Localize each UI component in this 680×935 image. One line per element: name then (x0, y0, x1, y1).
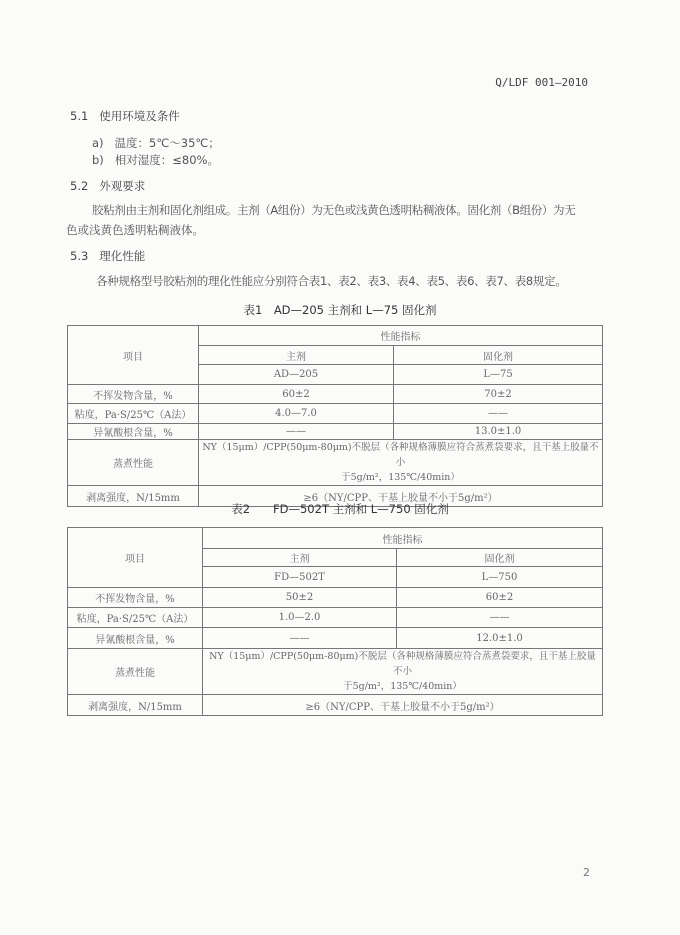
row-main: 4.0—7.0 (199, 404, 394, 424)
row-main: 60±2 (199, 385, 394, 404)
list-label: a) (92, 136, 104, 150)
peel-value: ≥6（NY/CPP、干基上胶量不小于5g/m²） (203, 695, 603, 716)
table-row (68, 588, 603, 608)
boil-text: NY（15μm）/CPP(50μm-80μm)不脱层（各种规格薄膜应符合蒸煮袋要求，且干基上胶量不小 (209, 651, 596, 677)
list-item (92, 135, 220, 151)
table-2 (67, 527, 603, 716)
row-main: 50±2 (203, 588, 397, 608)
table-row (68, 608, 603, 628)
item-header: 项目 (68, 528, 203, 588)
paragraph-line: 胶粘剂由主剂和固化剂组成。主剂（A组份）为无色或浅黄色透明粘稠液体。固化剂（B组份）为无 (92, 203, 576, 217)
cure-model: L—75 (394, 365, 603, 385)
table-row (68, 385, 603, 404)
row-item: 异氰酸根含量，% (68, 424, 199, 440)
cure-model: L—750 (397, 567, 603, 588)
section-5-2-heading (70, 178, 145, 194)
paragraph: 各种规格型号胶粘剂的理化性能应分别符合表1、表2、表3、表4、表5、表6、表7、表8规定。 (96, 274, 567, 288)
row-item: 蒸煮性能 (68, 440, 199, 486)
main-model: FD—502T (203, 567, 397, 588)
table-row (68, 404, 603, 424)
table2-caption: 表2 FD—502T 主剂和 L—750 固化剂 (231, 502, 449, 516)
table-row (68, 649, 603, 695)
table-row (68, 695, 603, 716)
paragraph-line: 色或浅黄色透明粘稠液体。 (66, 223, 204, 237)
section-5-1-heading (70, 108, 180, 124)
perf-header: 性能指标 (199, 326, 603, 346)
row-item: 粘度，Pa·S/25℃（A法） (68, 404, 199, 424)
item-header: 项目 (68, 326, 199, 385)
row-item: 剥离强度，N/15mm (68, 486, 199, 507)
row-main: 1.0—2.0 (203, 608, 397, 628)
row-cure: —— (394, 404, 603, 424)
boil-text: 于5g/m²，135℃/40min） (341, 472, 460, 483)
cure-header: 固化剂 (397, 549, 603, 567)
boil-text: NY（15μm）/CPP(50μm-80μm)不脱层（各种规格薄膜应符合蒸煮袋要求，且干基上胶量不小 (202, 442, 599, 468)
row-main: —— (199, 424, 394, 440)
row-cure: 70±2 (394, 385, 603, 404)
row-cure: 60±2 (397, 588, 603, 608)
perf-header: 性能指标 (203, 528, 603, 549)
row-item: 粘度，Pa·S/25℃（A法） (68, 608, 203, 628)
list-text: 温度：5℃～35℃； (114, 136, 220, 150)
list-item (92, 152, 219, 168)
row-item: 异氰酸根含量，% (68, 628, 203, 649)
section-number: 5.1 (70, 109, 89, 123)
main-header: 主剂 (199, 346, 394, 365)
section-number: 5.3 (70, 249, 89, 263)
document-code: Q/LDF 001—2010 (495, 76, 588, 89)
row-cure: —— (397, 608, 603, 628)
row-item: 不挥发物含量，% (68, 588, 203, 608)
section-5-3-heading (70, 248, 145, 264)
table-row (68, 440, 603, 486)
peel-value: ≥6（NY/CPP、干基上胶量不小于5g/m²） (199, 486, 603, 507)
row-item: 蒸煮性能 (68, 649, 203, 695)
main-model: AD—205 (199, 365, 394, 385)
boil-text: 于5g/m²，135℃/40min） (343, 681, 462, 692)
main-header: 主剂 (203, 549, 397, 567)
row-item: 剥离强度，N/15mm (68, 695, 203, 716)
section-title: 理化性能 (99, 249, 146, 263)
table-row (68, 424, 603, 440)
table1-caption: 表1 AD—205 主剂和 L—75 固化剂 (243, 303, 437, 317)
page-number: 2 (583, 866, 590, 879)
table-1 (67, 325, 603, 507)
section-number: 5.2 (70, 179, 89, 193)
list-text: 相对湿度：≤80%。 (114, 153, 219, 167)
list-label: b) (92, 153, 104, 167)
section-title: 使用环境及条件 (99, 109, 180, 123)
row-main: —— (203, 628, 397, 649)
row-cure: 12.0±1.0 (397, 628, 603, 649)
table-row (68, 628, 603, 649)
section-title: 外观要求 (99, 179, 146, 193)
row-cure: 13.0±1.0 (394, 424, 603, 440)
row-item: 不挥发物含量，% (68, 385, 199, 404)
cure-header: 固化剂 (394, 346, 603, 365)
